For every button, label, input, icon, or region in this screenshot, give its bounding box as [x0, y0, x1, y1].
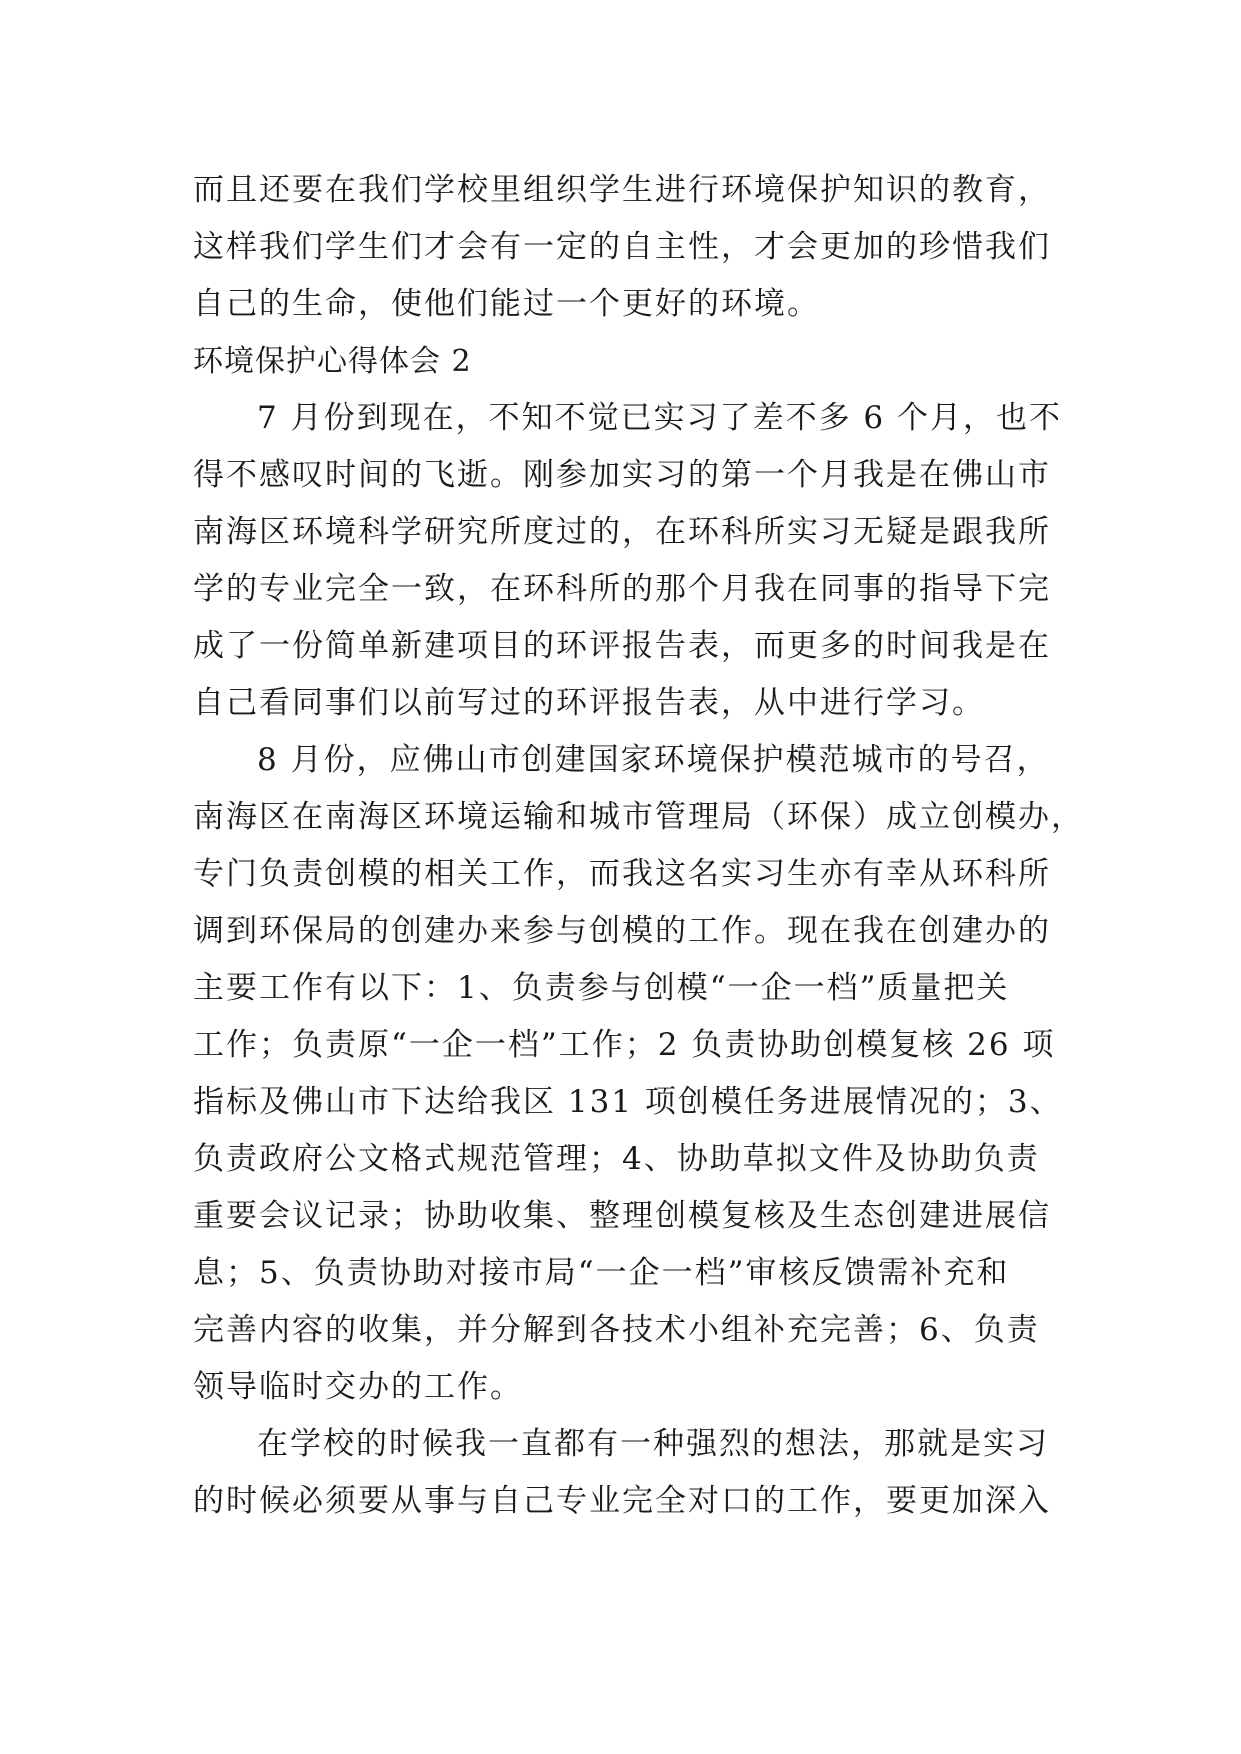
text-line: 领导临时交办的工作。: [193, 1369, 523, 1405]
text-line: 自己看同事们以前写过的环评报告表，从中进行学习。: [193, 685, 985, 721]
text-line: 专门负责创模的相关工作，而我这名实习生亦有幸从环科所: [193, 856, 1051, 892]
paragraph-first-line: 8 月份，应佛山市创建国家环境保护模范城市的号召，: [257, 742, 1050, 778]
text-line: 自己的生命，使他们能过一个更好的环境。: [193, 286, 820, 322]
text-line: 息；5、负责协助对接市局“一企一档”审核反馈需补充和: [193, 1255, 1010, 1291]
text-line: 而且还要在我们学校里组织学生进行环境保护知识的教育，: [193, 172, 1051, 208]
text-line: 这样我们学生们才会有一定的自主性，才会更加的珍惜我们: [193, 229, 1051, 265]
text-line: 工作；负责原“一企一档”工作；2 负责协助创模复核 26 项: [193, 1027, 1056, 1063]
text-line: 成了一份简单新建项目的环评报告表，而更多的时间我是在: [193, 628, 1051, 664]
paragraph-first-line: 7 月份到现在，不知不觉已实习了差不多 6 个月，也不: [257, 400, 1063, 436]
text-line: 重要会议记录；协助收集、整理创模复核及生态创建进展信: [193, 1198, 1051, 1234]
text-line: 学的专业完全一致，在环科所的那个月我在同事的指导下完: [193, 571, 1051, 607]
text-line: 指标及佛山市下达给我区 131 项创模任务进展情况的；3、: [193, 1084, 1063, 1120]
document-body: [193, 162, 1084, 1530]
text-line: 调到环保局的创建办来参与创模的工作。现在我在创建办的: [193, 913, 1051, 949]
text-line: 得不感叹时间的飞逝。刚参加实习的第一个月我是在佛山市: [193, 457, 1051, 493]
text-line: 主要工作有以下：1、负责参与创模“一企一档”质量把关: [193, 970, 1010, 1006]
text-line: 负责政府公文格式规范管理；4、协助草拟文件及协助负责: [193, 1141, 1040, 1177]
text-line: 南海区在南海区环境运输和城市管理局（环保）成立创模办，: [193, 799, 1084, 835]
section-heading: 环境保护心得体会 2: [193, 344, 472, 379]
text-line: 完善内容的收集，并分解到各技术小组补充完善；6、负责: [193, 1312, 1040, 1348]
paragraph-first-line: 在学校的时候我一直都有一种强烈的想法，那就是实习: [257, 1426, 1049, 1462]
text-line: 的时候必须要从事与自己专业完全对口的工作，要更加深入: [193, 1483, 1051, 1519]
text-line: 南海区环境科学研究所度过的，在环科所实习无疑是跟我所: [193, 514, 1051, 550]
